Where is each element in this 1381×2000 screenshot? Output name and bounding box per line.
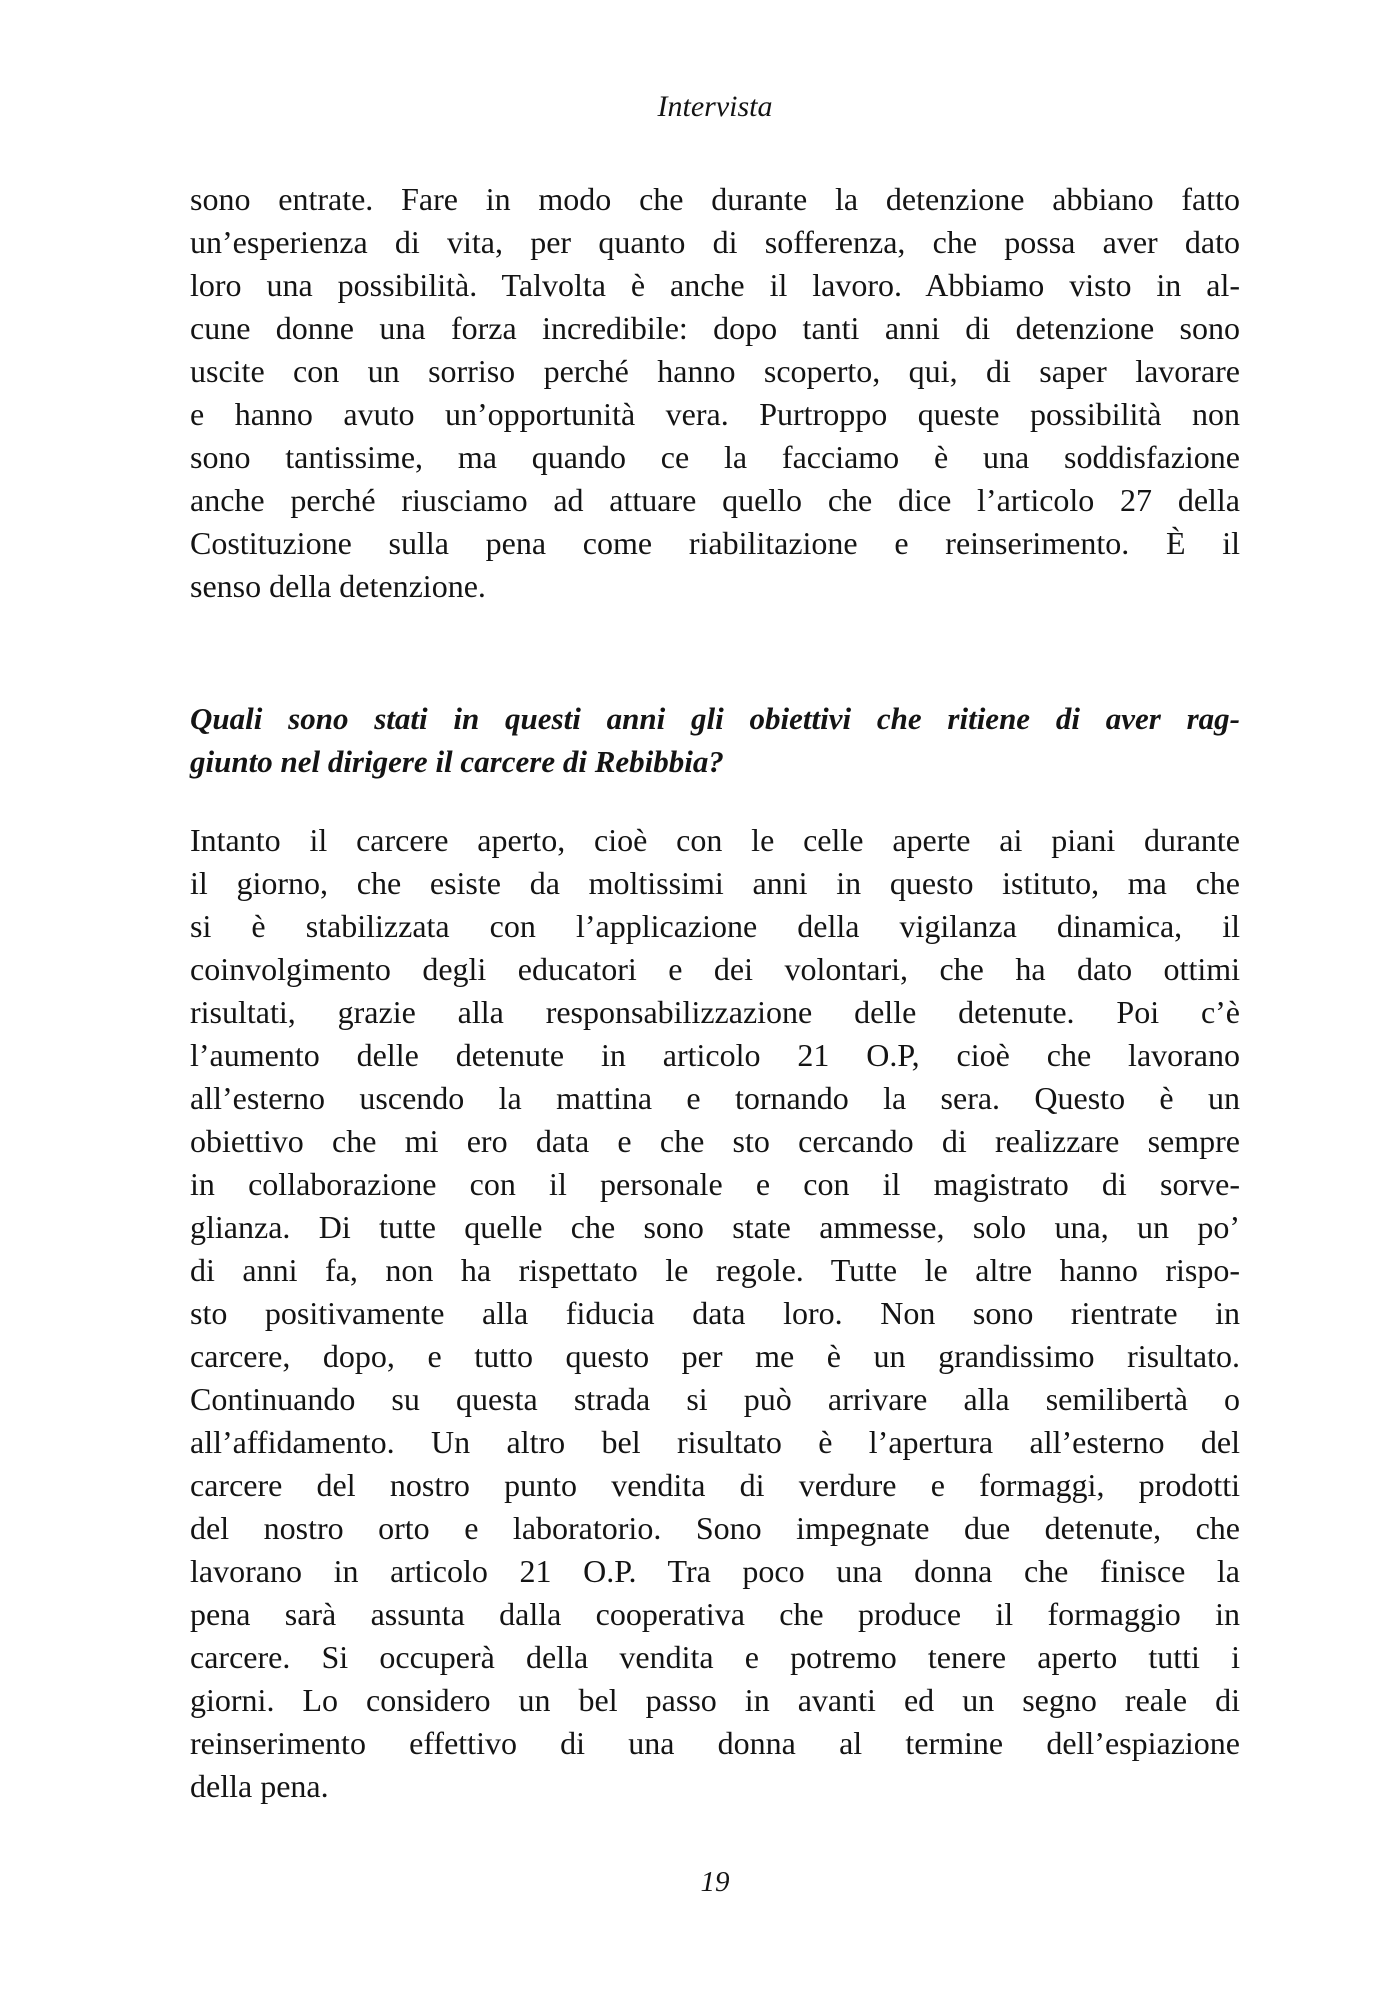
text-line: senso della detenzione.: [190, 568, 486, 604]
text-line: sono entrate. Fare in modo che durante la detenzione abbiano fatto: [190, 181, 1240, 217]
text-line: il giorno, che esiste da moltissimi anni in questo istituto, ma che: [190, 865, 1240, 901]
paragraph-continuation: [190, 178, 1240, 608]
interview-answer: [190, 819, 1240, 1808]
text-line: coinvolgimento degli educatori e dei volontari, che ha dato ottimi: [190, 951, 1240, 987]
text-line: pena sarà assunta dalla cooperativa che produce il formaggio in: [190, 1596, 1240, 1632]
text-line: sono tantissime, ma quando ce la facciamo è una soddisfazione: [190, 439, 1240, 475]
text-line: l’aumento delle detenute in articolo 21 O.P, cioè che lavorano: [190, 1037, 1240, 1073]
interview-question: [190, 697, 1240, 783]
text-line: cune donne una forza incredibile: dopo tanti anni di detenzione sono: [190, 310, 1240, 346]
text-line: carcere. Si occuperà della vendita e potremo tenere aperto tutti i: [190, 1639, 1240, 1675]
text-line: di anni fa, non ha rispettato le regole. Tutte le altre hanno rispo-: [190, 1252, 1240, 1288]
text-line: obiettivo che mi ero data e che sto cercando di realizzare sempre: [190, 1123, 1240, 1159]
text-line: Intanto il carcere aperto, cioè con le celle aperte ai piani durante: [190, 822, 1240, 858]
text-line: glianza. Di tutte quelle che sono state ammesse, solo una, un po’: [190, 1209, 1240, 1245]
text-line: lavorano in articolo 21 O.P. Tra poco una donna che finisce la: [190, 1553, 1240, 1589]
text-line: Costituzione sulla pena come riabilitazione e reinserimento. È il: [190, 525, 1240, 561]
text-line: giunto nel dirigere il carcere di Rebibbia?: [190, 744, 724, 779]
text-line: Continuando su questa strada si può arrivare alla semilibertà o: [190, 1381, 1240, 1417]
text-line: e hanno avuto un’opportunità vera. Purtroppo queste possibilità non: [190, 396, 1240, 432]
text-line: si è stabilizzata con l’applicazione della vigilanza dinamica, il: [190, 908, 1240, 944]
text-line: reinserimento effettivo di una donna al termine dell’espiazione: [190, 1725, 1240, 1761]
text-line: un’esperienza di vita, per quanto di sofferenza, che possa aver dato: [190, 224, 1240, 260]
text-line: uscite con un sorriso perché hanno scoperto, qui, di saper lavorare: [190, 353, 1240, 389]
text-line: all’affidamento. Un altro bel risultato è l’apertura all’esterno del: [190, 1424, 1240, 1460]
text-line: Quali sono stati in questi anni gli obiettivi che ritiene di aver rag-: [190, 701, 1240, 736]
text-line: anche perché riusciamo ad attuare quello che dice l’articolo 27 della: [190, 482, 1240, 518]
text-line: del nostro orto e laboratorio. Sono impegnate due detenute, che: [190, 1510, 1240, 1546]
text-line: giorni. Lo considero un bel passo in avanti ed un segno reale di: [190, 1682, 1240, 1718]
text-line: carcere del nostro punto vendita di verdure e formaggi, prodotti: [190, 1467, 1240, 1503]
running-header: Intervista: [657, 90, 773, 123]
text-line: all’esterno uscendo la mattina e tornando la sera. Questo è un: [190, 1080, 1240, 1116]
text-line: loro una possibilità. Talvolta è anche il lavoro. Abbiamo visto in al-: [190, 267, 1240, 303]
text-line: carcere, dopo, e tutto questo per me è un grandissimo risultato.: [190, 1338, 1240, 1374]
text-line: sto positivamente alla fiducia data loro. Non sono rientrate in: [190, 1295, 1240, 1331]
text-line: della pena.: [190, 1768, 329, 1804]
text-line: risultati, grazie alla responsabilizzazione delle detenute. Poi c’è: [190, 994, 1240, 1030]
page-number: 19: [700, 1866, 730, 1898]
text-line: in collaborazione con il personale e con il magistrato di sorve-: [190, 1166, 1240, 1202]
